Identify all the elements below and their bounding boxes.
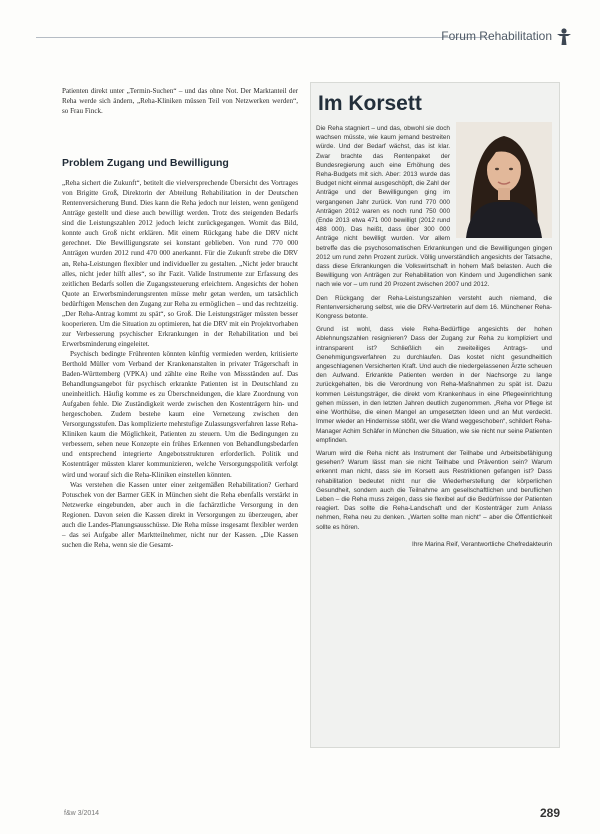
editorial-text xyxy=(316,124,552,553)
editorial-paragraph-2: Den Rückgang der Reha-Leistungszahlen versteht auch niemand, die Rentenversicherung selbst, wie die DRV-Vertreterin auf dem 16. Münchener Reha-Kongress betonte. xyxy=(316,294,552,321)
page-number: 289 xyxy=(539,806,560,820)
section-heading: Problem Zugang und Bewilligung xyxy=(62,157,229,170)
figure-logo-icon xyxy=(556,28,572,46)
left-paragraph-4: Was verstehen die Kassen unter einer zeitgemäßen Rehabilitation? Gerhard Potuschek von der Barmer GEK in München sieht die Reha ebenfalls verstärkt in Netzwerke eingebunden, aber auch in die fachärztliche Versorgung in den Regionen. Davon seien die Kassen direkt in Versorgungen zu überzeugen, aber auch die Landes-Planungsausschüsse. Die Reha müsse insgesamt flexibler werden – das sei Aufgabe aller Marktteilnehmer, nicht nur der Kassen. „Die Kassen suchen die Reha, wenn sie die Gesamt- xyxy=(62,480,298,549)
editorial-paragraph-3: Grund ist wohl, dass viele Reha-Bedürftige angesichts der hohen Ablehnungszahlen resignieren? Dass der Zugang zur Reha zu kompliziert und intransparent ist? Schließlich ein zweiteiliges Antrags- und Genehmigungsverfahren zu durchlaufen. Das kostet nicht gesundheitlich angeschlagenen Versicherten Kraft. Und auch die niedergelassenen Ärzte scheuen den Aufwand. Erkrankte Patienten werden in der Nachsorge zu lange zurückgehalten, bis die Verordnung von Reha-Maßnahmen zu spät ist. Dazu kommen Leistungsträger, die direkt vom Krankenhaus in eine Pflegeeinrichtung gehen müssen, in den letzten Jahren deutlich zugenommen. „Reha vor Pflege ist eine Worthülse, die einen Mangel an umgesetzten Ideen und an Mut verdeckt. Immer wieder an Hindernisse stößt, wer die Wand weggeschoben“, schildert Reha-Manager Achim Schäfer in München die Situation, wie sie nicht nur seine Patienten empfinden. xyxy=(316,326,552,444)
editorial-paragraph-1: Die Reha stagniert – und das, obwohl sie doch wachsen müsste, wie kaum jemand bestreiten würde. Und der Bedarf wächst, das ist klar. Zwar brachte das Rentenpaket der Bundesregierung auch eine Erhöhung des Reha-Budgets mit sich. Aber: 2013 wurde das Budget nicht einmal ausgeschöpft, die Zahl der Anträge und der Bewilligungen ging im vergangenen Jahr zurück. Von rund 770 000 Anträgen 2012 waren es noch rund 750 000 (Ende 2013 etwa 471 000 bewilligt (2012 rund 488 000). Das heißt, dass über 300 000 Anträge nicht bewilligt wurden. Vor allem betreffe das die psychosomatischen Erkrankungen und die Bewilligungen gingen 2012 um rund zehn Prozent zurück. Völlig unverständlich angesichts der Tatsache, dass diese Erkrankungen die Volkswirtschaft in hohem Maß belasten. Auch die Bewilligung von Anträgen zur Rehabilitation von Kindern und Jugendlichen sank nach wie vor – um rund 20 Prozent zwischen 2007 und 2012. xyxy=(316,125,552,289)
editorial-signature: Ihre Marina Reif, Verantwortliche Chefredakteurin xyxy=(412,540,552,548)
section-title: Forum Rehabilitation xyxy=(441,29,552,43)
editorial-paragraph-4: Warum wird die Reha nicht als Instrument der Teilhabe und Arbeitsbefähigung gesehen? Warum lässt man sie nicht Teilhabe und Prävention sein? Warum erkennt man nicht, dass sie im Korsett aus Restriktionen gefangen ist? Dass rehabilitation bedeutet nicht nur die Wiederherstellung der körperlichen Gesundheit, sondern auch die Teilnahme am gesellschaftlichen und beruflichen Leben – die Reha muss zeigen, dass sie flexibel auf die Bedürfnisse der Patienten reagiert. Das sollte die Reha-Landschaft und der Kostenträger zum Anlass nehmen, Reha neu zu denken. „Warten sollte man nicht“ – aber die Öffentlichkeit sollte es hören. xyxy=(316,449,552,531)
left-paragraph-1: Patienten direkt unter „Termin-Suchen“ – und das ohne Not. Der Marktanteil der Reha werde sich ändern, „Reha-Kliniken müssen Teil von Netzwerken werden“, so Frau Finck. xyxy=(62,87,298,116)
left-paragraph-3: Psychisch bedingte Frührenten könnten künftig vermieden werden, kritisierte Berthold Müller vom Verband der Krankenanstalten in privater Trägerschaft in Baden-Württemberg (VPKA) und zählte eine Reihe von Missständen auf. Das Behandlungsangebot für psychisch erkrankte Patienten ist in Deutschland zu uneinheitlich. Häufig komme es zu Überschneidungen, die klare Zuordnung von Aufgaben fehle. Die Zuständigkeit werde zwischen den Kostenträgern hin- und hergeschoben. Zudem bestehe kaum eine Vernetzung zwischen den Versorgungsstufen. Das komplizierte mehrstufige Zulassungsverfahren lasse Reha-Kliniken kaum die Möglichkeit, Patienten zu steuern. Um die Bedingungen zu verbessern, sehen neue Konzepte ein frühes Erkennen von Behandlungsbedarfen und entsprechend integrierte Angebotsstrukturen erforderlich. Politik und Kostenträger müssten klarer kommunizieren, welche Versorgungspolitik verfolgt wird und worauf sich die Reha-Kliniken einstellen könnten. xyxy=(62,349,298,479)
editorial-title: Im Korsett xyxy=(318,92,422,115)
photo-spacer xyxy=(454,124,552,240)
left-column xyxy=(62,86,298,550)
page-header xyxy=(0,28,600,48)
footer-issue: f&w 3/2014 xyxy=(64,810,100,817)
header-rule xyxy=(36,37,490,38)
left-paragraph-2: „Reha sichert die Zukunft“, betitelt die vielversprechende Übersicht des Vortrages von Brigitte Groß, Direktorin der Abteilung Rehabilitation in der Deutschen Rentenversicherung Bund. Dies kann die Reha jedoch nur leisten, wenn genügend Anträge gestellt und diese auch bewilligt werden. Trotz des steigenden Bedarfs sind die Leistungszahlen 2012 jedoch leicht zurückgegangen. Womit das Bild, konnte auch Groß nicht erklären. Mit einem Rückgang habe die DRV nicht gerechnet. Die Bewilligungsrate sei konstant geblieben. Von rund 770 000 Anträgen wurden 2012 rund 470 000 anerkannt. Für die Zukunft strebe die DRV an, Reha-Leistungen flexibler und individueller zu gestalten. „Nicht jeder braucht alles, nicht jeder hilft alles“, so ihr Fazit. Valide Instrumente zur Erfassung des zeitlichen Bedarfs sollen die Zugangssteuerung erleichtern. Angesichts der hohen Quote an Erwerbsminderungsrenten müsse mehr getan werden, um tatsächlich bedürftigen Menschen den Zugang zur Reha zu ermöglichen – und das rechtzeitig. „Der Reha-Antrag kommt zu spät“, so Groß. Die Leistungsträger müssten besser kooperieren. Um die Situation zu optimieren, hat die DRV mit ein Projektvorhaben zur Verbesserung psychischer Erkrankungen in der Rehabilitation und bei Erwerbsminderung eingeleitet. xyxy=(62,179,298,348)
